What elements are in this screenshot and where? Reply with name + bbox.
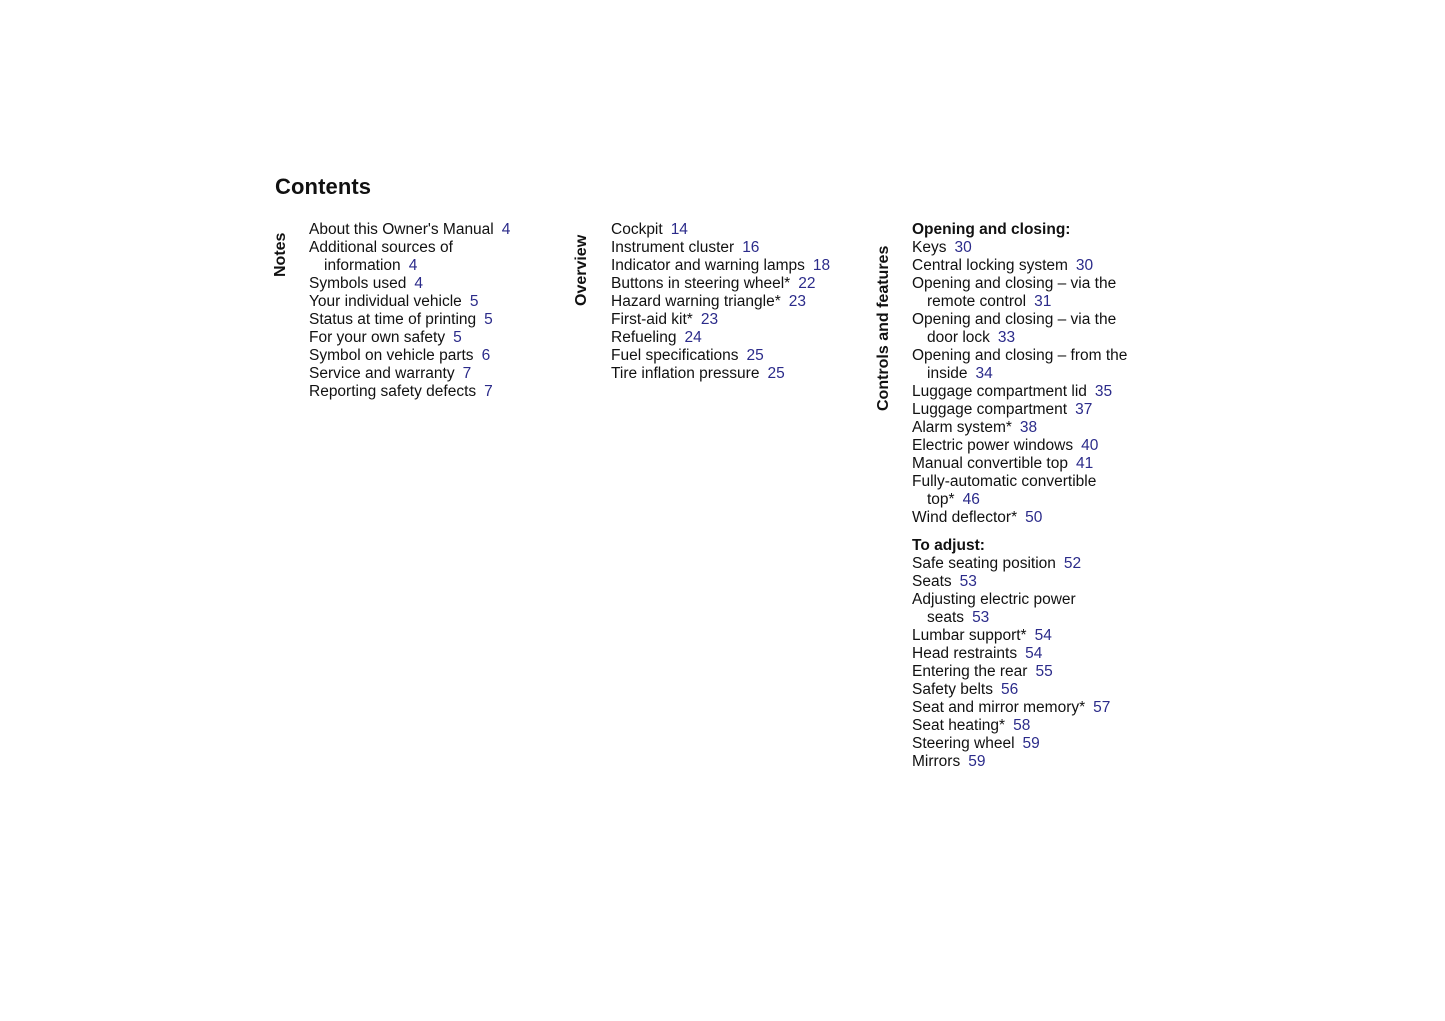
toc-page-link[interactable]: 4 [408,257,418,274]
toc-entry-line [912,419,1127,437]
toc-entry-text: Status at time of printing [309,311,477,328]
toc-entry[interactable] [611,347,830,365]
toc-entry-line [912,717,1127,735]
toc-page-link[interactable]: 57 [1093,699,1111,716]
toc-page-link[interactable]: 54 [1034,627,1052,644]
section-label-notes: Notes [272,232,289,277]
toc-entry-line [912,509,1127,527]
toc-page-link[interactable]: 7 [462,365,472,382]
section-label-wrap [272,221,294,281]
toc-entry[interactable] [912,555,1127,573]
toc-group-heading: To adjust: [912,537,985,554]
toc-entry-text: Mirrors [912,753,961,770]
toc-entry-text: information [324,257,401,274]
toc-page-link[interactable]: 31 [1034,293,1052,310]
toc-entry[interactable] [309,347,510,365]
toc-entry-text: For your own safety [309,329,446,346]
toc-page-link[interactable]: 25 [767,365,785,382]
toc-entry[interactable] [912,239,1127,257]
toc-page-link[interactable]: 4 [414,275,423,292]
toc-entry-line [309,365,510,383]
toc-entry-text: Additional sources of [309,239,453,256]
toc-entry-text: Hazard warning triangle* [611,293,781,310]
toc-entry-line [309,275,510,293]
toc-page-link[interactable]: 23 [700,311,719,328]
toc-entry[interactable] [912,275,1127,311]
toc-entry[interactable] [912,645,1127,663]
toc-entry[interactable] [912,573,1127,591]
toc-entry-line [611,275,830,293]
toc-entry[interactable] [611,257,830,275]
toc-entry-text: Instrument cluster [611,239,735,256]
toc-page-link[interactable]: 16 [742,239,760,256]
page-title: Contents [275,174,372,199]
toc-entry-line [912,627,1127,645]
toc-entry-text: Refueling [611,329,677,346]
toc-entry-line [309,311,510,329]
toc-entry-line [912,455,1127,473]
toc-entry-line [309,347,510,365]
toc-entry-text: Steering wheel [912,735,1015,752]
toc-entry[interactable] [912,735,1127,753]
toc-entry[interactable] [912,311,1127,347]
toc-entry-line [309,257,510,275]
toc-entry-line [611,365,830,383]
entry-list [611,221,830,383]
toc-entry-line [912,437,1127,455]
toc-entry-text: Safety belts [912,681,993,698]
toc-entry-text: Buttons in steering wheel* [611,275,791,292]
toc-entry-text: Wind deflector* [912,509,1018,526]
toc-page-link[interactable]: 5 [469,293,479,310]
toc-page-link[interactable]: 25 [746,347,764,364]
toc-entry-line [309,239,510,257]
toc-page-link[interactable]: 35 [1094,383,1113,400]
toc-entry[interactable] [912,473,1127,509]
toc-entry-text: Adjusting electric power [912,591,1076,608]
toc-entry[interactable] [611,329,830,347]
toc-entry-line [912,473,1127,491]
toc-entry-text: Seat heating* [912,717,1006,734]
toc-page-link[interactable]: 30 [1075,257,1094,274]
toc-page-link[interactable]: 23 [788,293,806,310]
toc-entry[interactable] [611,221,830,239]
toc-entry-text: Reporting safety defects [309,383,477,400]
toc-entry-text: inside [927,365,968,382]
toc-entry-line [611,347,830,365]
toc-page-link[interactable]: 18 [812,257,831,274]
toc-entry-text: Electric power windows [912,437,1074,454]
toc-entry[interactable] [912,419,1127,437]
toc-entry-text: Indicator and warning lamps [611,257,805,274]
toc-entry-text: Entering the rear [912,663,1028,680]
toc-entry-text: Tire inflation pressure [611,365,760,382]
toc-entry-text: Opening and closing – via the [912,311,1117,328]
toc-page-link[interactable]: 53 [959,573,977,590]
toc-entry-text: Alarm system* [912,419,1012,436]
toc-entry[interactable] [309,365,510,383]
toc-page-link[interactable]: 5 [484,311,493,328]
toc-entry-text: Seats [912,573,952,590]
toc-entry-line [309,383,510,401]
toc-entry-line [912,681,1127,699]
toc-page-link[interactable]: 41 [1075,455,1094,472]
toc-entry-line [309,221,510,239]
toc-entry[interactable] [912,257,1127,275]
toc-entry[interactable] [912,627,1127,645]
toc-entry[interactable] [309,239,510,275]
toc-page-link[interactable]: 6 [481,347,491,364]
toc-entry[interactable] [912,753,1127,771]
toc-entry-text: First-aid kit* [611,311,693,328]
toc-page-link[interactable]: 46 [962,491,980,508]
toc-page-link[interactable]: 38 [1019,419,1038,436]
group-spacer [912,527,1127,537]
toc-entry[interactable] [611,311,830,329]
toc-entry-text: Opening and closing – via the [912,275,1117,292]
toc-page-link[interactable]: 24 [684,329,702,346]
toc-entry-text: Fully-automatic convertible [912,473,1097,490]
toc-entry-text: Fuel specifications [611,347,739,364]
toc-entry-line [611,239,830,257]
toc-entry-line [912,645,1127,663]
toc-page-link[interactable]: 40 [1081,437,1099,454]
toc-entry-line [912,555,1127,573]
toc-entry-text: Cockpit [611,221,663,238]
toc-entry-line [912,383,1127,401]
toc-entry-text: Luggage compartment lid [912,383,1087,400]
toc-entry-line [912,753,1127,771]
toc-entry-line [912,491,1127,509]
toc-entry-text: Central locking system [912,257,1068,274]
toc-entry-line [912,699,1127,717]
toc-entry-line [912,275,1127,293]
toc-entry-line [912,293,1127,311]
toc-entry[interactable] [912,591,1127,627]
toc-entry-text: Service and warranty [309,365,455,382]
toc-entry[interactable] [309,221,510,239]
toc-entry-text: Opening and closing – from the [912,347,1128,364]
toc-entry[interactable] [912,437,1127,455]
toc-entry-line [912,329,1127,347]
toc-page-link[interactable]: 53 [972,609,990,626]
toc-entry-line [611,257,830,275]
section-label-wrap [573,221,595,311]
toc-page-link[interactable]: 37 [1075,401,1093,418]
entry-list [309,221,510,401]
toc-entry-text: top* [927,491,955,508]
toc-page-link[interactable]: 7 [484,383,493,400]
toc-entry-line [912,257,1127,275]
toc-entry-text: door lock [927,329,990,346]
toc-entry-line [611,221,830,239]
toc-entry-line [309,329,510,347]
toc-entry-line [611,311,830,329]
toc-entry-text: About this Owner's Manual [309,221,494,238]
toc-entry[interactable] [611,365,830,383]
toc-entry[interactable] [912,699,1127,717]
toc-page-link[interactable]: 58 [1013,717,1031,734]
toc-page-link[interactable]: 30 [954,239,972,256]
toc-entry[interactable] [309,275,510,293]
toc-entry-line [912,347,1127,365]
toc-page-link[interactable]: 59 [968,753,986,770]
toc-entry-text: Head restraints [912,645,1018,662]
toc-entry-line [309,293,510,311]
toc-page-link[interactable]: 5 [453,329,462,346]
toc-entry-text: remote control [927,293,1027,310]
toc-entry-text: Seat and mirror memory* [912,699,1086,716]
toc-entry-line [912,239,1127,257]
toc-entry[interactable] [912,717,1127,735]
toc-entry-line [611,329,830,347]
toc-entry-line [912,573,1127,591]
toc-entry[interactable] [611,239,830,257]
toc-entry-line [912,735,1127,753]
toc-entry-text: Symbols used [309,275,407,292]
toc-entry-line [912,663,1127,681]
toc-entry[interactable] [912,663,1127,681]
toc-entry[interactable] [611,275,830,293]
toc-entry[interactable] [912,401,1127,419]
toc-entry-line [912,401,1127,419]
toc-entry-text: Symbol on vehicle parts [309,347,474,364]
toc-entry-line [912,365,1127,383]
toc-entry[interactable] [309,293,510,311]
toc-page-link[interactable]: 34 [975,365,993,382]
toc-entry-line [912,609,1127,627]
toc-page-link[interactable]: 54 [1025,645,1043,662]
toc-entry[interactable] [309,329,510,347]
toc-entry[interactable] [309,383,510,401]
toc-entry-line [912,591,1127,609]
toc-page-link[interactable]: 56 [1001,681,1019,698]
toc-entry-text: Keys [912,239,947,256]
toc-entry[interactable] [912,455,1127,473]
toc-entry[interactable] [912,347,1127,383]
section-label-wrap [875,221,897,411]
toc-entry[interactable] [912,383,1127,401]
toc-page-link[interactable]: 59 [1022,735,1040,752]
toc-entry-text: Manual convertible top [912,455,1068,472]
toc-page-link[interactable]: 52 [1063,555,1082,572]
toc-page-link[interactable]: 22 [798,275,816,292]
toc-page-link[interactable]: 4 [501,221,511,238]
toc-page-link[interactable]: 55 [1035,663,1053,680]
toc-entry-text: Your individual vehicle [309,293,462,310]
toc-group-heading: Opening and closing: [912,221,1071,238]
toc-entry-text: Lumbar support* [912,627,1027,644]
toc-page-link[interactable]: 50 [1025,509,1043,526]
toc-entry-line [912,311,1127,329]
toc-page-link[interactable]: 33 [997,329,1016,346]
toc-page-link[interactable]: 14 [670,221,688,238]
toc-entry-text: Safe seating position [912,555,1056,572]
toc-entry[interactable] [912,509,1127,527]
toc-entry[interactable] [611,293,830,311]
entry-list [912,221,1127,771]
toc-entry-line [611,293,830,311]
toc-entry-text: seats [927,609,965,626]
toc-entry[interactable] [912,681,1127,699]
section-label-controls-and-features: Controls and features [875,245,892,411]
toc-entry[interactable] [309,311,510,329]
toc-entry-text: Luggage compartment [912,401,1068,418]
section-label-overview: Overview [573,234,590,306]
